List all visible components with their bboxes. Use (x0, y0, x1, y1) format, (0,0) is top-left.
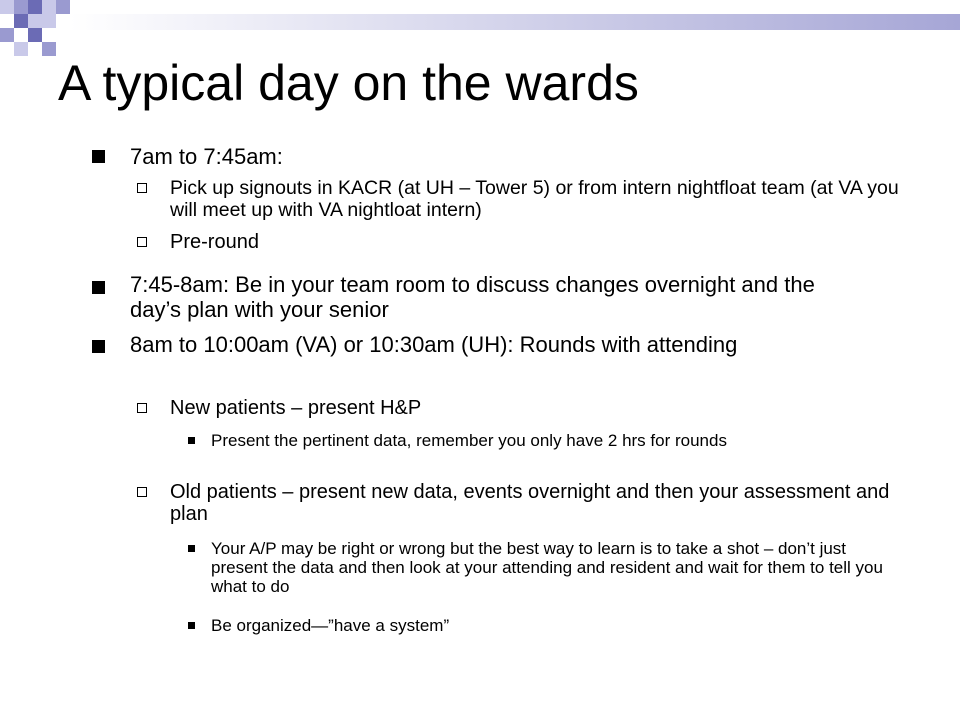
bullet-small-square-icon (188, 545, 195, 552)
header-gradient-bar (70, 14, 960, 30)
sub-bullet-item: Pre-round (170, 231, 259, 253)
deco-square (56, 0, 70, 14)
deco-square (0, 28, 14, 42)
deco-square (28, 14, 42, 28)
bullet-square-icon (92, 340, 105, 353)
bullet-hollow-square-icon (137, 487, 147, 497)
deco-square (14, 14, 28, 28)
sub-bullet-item: Old patients – present new data, events overnight and then your assessment and plan (170, 481, 890, 525)
sub-sub-bullet-item: Be organized—”have a system” (211, 616, 450, 635)
sub-bullet-item: Pick up signouts in KACR (at UH – Tower 5) or from intern nightfloat team (at VA you will meet up with VA nightloat intern) (170, 177, 899, 221)
bullet-hollow-square-icon (137, 403, 147, 413)
sub-sub-bullet-item: Your A/P may be right or wrong but the best way to learn is to take a shot – don’t just present the data and then look at your attending and resident and wait for them to tell you what to do (211, 539, 883, 596)
sub-bullet-item: New patients – present H&P (170, 397, 422, 419)
deco-square (14, 42, 28, 56)
deco-square (14, 0, 28, 14)
deco-square (0, 0, 14, 14)
bullet-square-icon (92, 150, 105, 163)
slide-title: A typical day on the wards (58, 55, 639, 111)
deco-square (28, 28, 42, 42)
deco-square (42, 14, 56, 28)
deco-square (42, 0, 56, 14)
bullet-item: 7:45-8am: Be in your team room to discuss changes overnight and the day’s plan with your senior (130, 272, 815, 322)
bullet-hollow-square-icon (137, 183, 147, 193)
bullet-small-square-icon (188, 437, 195, 444)
sub-sub-bullet-item: Present the pertinent data, remember you only have 2 hrs for rounds (211, 431, 727, 450)
deco-square (28, 0, 42, 14)
bullet-square-icon (92, 281, 105, 294)
bullet-item: 7am to 7:45am: (130, 144, 283, 169)
bullet-hollow-square-icon (137, 237, 147, 247)
bullet-item: 8am to 10:00am (VA) or 10:30am (UH): Rounds with attending (130, 332, 738, 357)
bullet-small-square-icon (188, 622, 195, 629)
deco-square (42, 42, 56, 56)
